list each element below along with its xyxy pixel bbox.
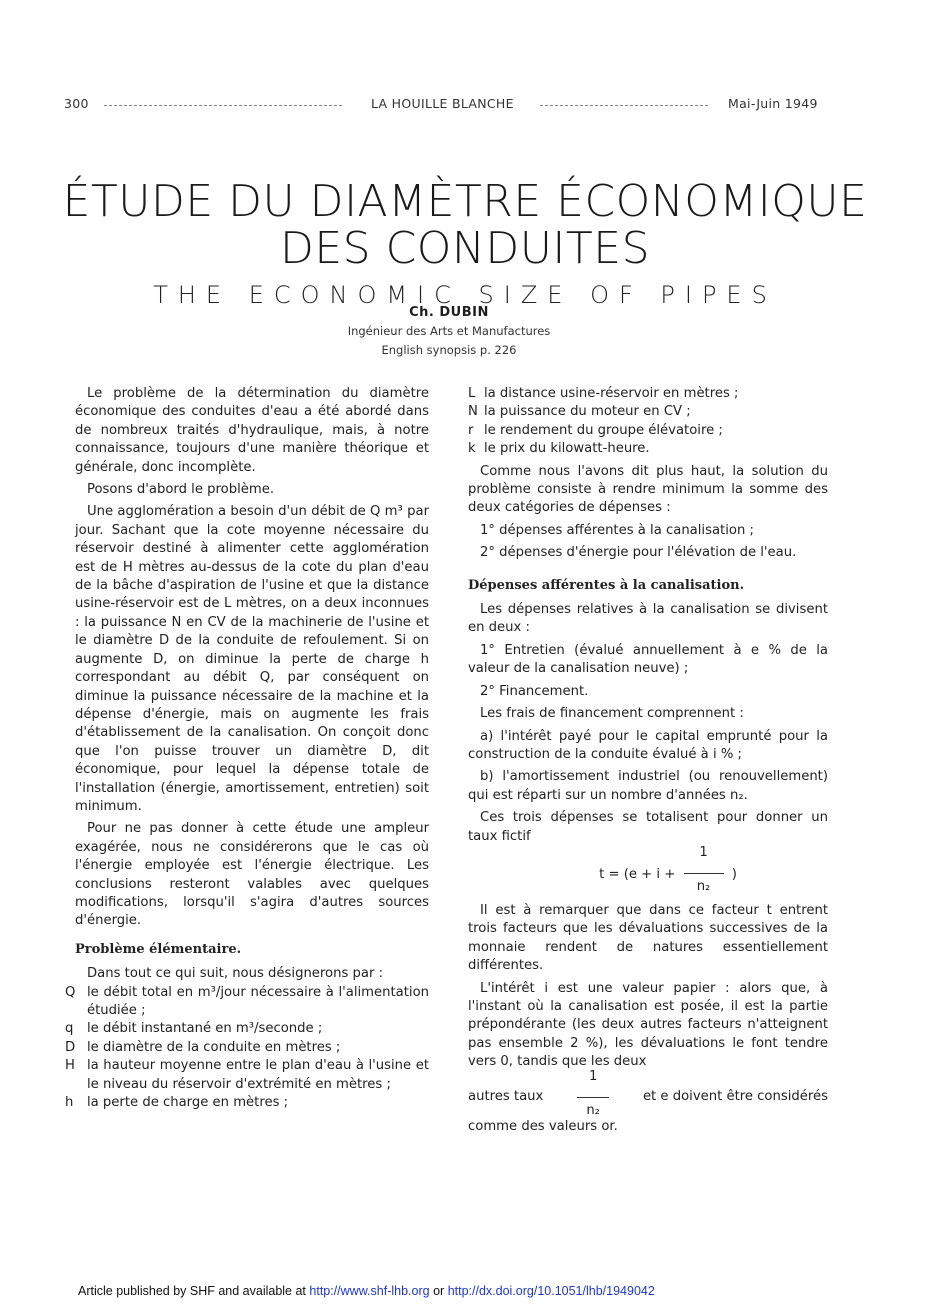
right-column — [468, 385, 828, 1136]
fraction-denominator: n₂ — [696, 878, 711, 894]
footer-text: Article published by SHF and available at — [78, 1284, 306, 1298]
definition-text: le débit total en m³/jour nécessaire à l'alimentation étudiée ; — [87, 984, 429, 1018]
text-fragment: et e doivent être considérés — [642, 1089, 828, 1105]
definition-symbol: r — [468, 422, 474, 438]
formula-fraction — [680, 844, 728, 894]
definition-item — [65, 984, 429, 1021]
section-heading: Problème élémentaire. — [75, 941, 242, 957]
footer-or: or — [433, 1284, 445, 1298]
definition-text: la hauteur moyenne entre le plan d'eau à l'usine et le niveau du réservoir d'extrémité en mètres ; — [87, 1058, 429, 1092]
paragraph: Il est à remarquer que dans ce facteur t entrent trois facteurs que les dévaluations successives de la monnaie rendent de natures essentiellement différentes. — [468, 902, 828, 974]
paragraph: comme des valeurs or. — [468, 1118, 618, 1134]
header-rule-right — [540, 105, 708, 106]
formula-lhs: t = (e + i + — [599, 866, 676, 882]
formula-rhs: ) — [731, 866, 737, 882]
page-number: 300 — [64, 96, 89, 111]
author-name: Ch. DUBIN — [409, 305, 489, 320]
author-affiliation: Ingénieur des Arts et Manufactures — [347, 324, 551, 338]
article-subtitle: THE ECONOMIC SIZE OF PIPES — [153, 281, 777, 309]
paragraph: b) l'amortissement industriel (ou renouvellement) qui est réparti sur un nombre d'années n₂. — [468, 769, 828, 803]
formula — [508, 844, 828, 898]
article-title-line1: ÉTUDE DU DIAMÈTRE ÉCONOMIQUE — [62, 176, 868, 227]
list-item: 1° dépenses afférentes à la canalisation ; — [480, 522, 754, 538]
paragraph: Dans tout ce qui suit, nous désignerons par : — [87, 966, 384, 982]
definition-item — [65, 1039, 429, 1057]
paragraph: Posons d'abord le problème. — [87, 482, 275, 498]
paragraph: Une agglomération a besoin d'un débit de Q m³ par jour. Sachant que la cote moyenne nécessaire du réservoir destiné à alimenter cette agglomération est de H mètres au-dessus de la cote du plan d'eau de la bâche d'aspiration de l'usine et que la distance usine-réservoir est de L mètres, on a deux inconnues : la puissance N en CV de la machinerie de l'usine et le diamètre D de la conduite de refoulement. Si on augmente D, on diminue la perte de charge h correspondant au débit Q, par conséquent on diminue la puissance nécessaire de la machine et la dépense d'énergie, mais on augmente les frais d'établissement de la canalisation. On conçoit donc que l'on puisse trouver un diamètre D, dit économique, pour lequel la dépense totale de l'installation (énergie, amortissement, entretien) soit minimum. — [75, 504, 429, 814]
definition-text: la distance usine-réservoir en mètres ; — [484, 386, 739, 401]
definition-item — [468, 440, 828, 458]
shf-link[interactable]: http://www.shf-lhb.org — [309, 1284, 430, 1298]
definition-text: le prix du kilowatt-heure. — [484, 441, 650, 457]
definition-symbol: k — [468, 441, 476, 457]
article-title-line2: DES CONDUITES — [279, 223, 651, 274]
definition-item — [65, 1020, 429, 1038]
section-heading: Dépenses afférentes à la canalisation. — [468, 577, 745, 593]
synopsis-reference: English synopsis p. 226 — [381, 343, 517, 357]
issue-date: Mai-Juin 1949 — [728, 96, 818, 111]
paragraph: Ces trois dépenses se totalisent pour donner un taux fictif — [468, 810, 828, 844]
paragraph: 2° Financement. — [480, 683, 589, 699]
definition-symbol: D — [65, 1039, 76, 1055]
definition-text: la perte de charge en mètres ; — [87, 1095, 289, 1111]
publication-footer — [78, 1284, 655, 1298]
paragraph: Les frais de financement comprennent : — [480, 706, 744, 722]
fraction-denominator: n₂ — [586, 1102, 600, 1118]
fraction-bar — [684, 873, 724, 874]
definition-text: la puissance du moteur en CV ; — [484, 404, 691, 420]
definition-text: le débit instantané en m³/seconde ; — [87, 1021, 323, 1037]
text-fragment: autres taux — [468, 1089, 544, 1105]
fraction-bar — [577, 1097, 609, 1098]
paragraph: L'intérêt i est une valeur papier : alors que, à l'instant où la canalisation est posée, il est la partie prépondérante (les deux autres facteurs n'atteignent pas ensemble 2 %), les dévaluations le font tendre vers 0, tandis que les deux — [468, 980, 828, 1070]
list-item: 2° dépenses d'énergie pour l'élévation de l'eau. — [480, 545, 797, 561]
journal-name: LA HOUILLE BLANCHE — [371, 96, 514, 111]
paragraph: a) l'intérêt payé pour le capital emprunté pour la construction de la conduite évalué à i % ; — [468, 728, 828, 762]
definition-symbol: q — [65, 1021, 74, 1037]
left-column — [65, 385, 429, 1112]
paragraph: Pour ne pas donner à cette étude une ampleur exagérée, nous ne considérerons que le cas où l'énergie employée est l'énergie électrique. Les conclusions resteront valables avec quelques modifications, lorsqu'il s'agira d'autres sources d'énergie. — [75, 821, 429, 929]
header-rule-left — [104, 105, 342, 106]
definition-symbol: H — [65, 1058, 75, 1074]
inline-fraction-line — [468, 1068, 828, 1118]
paragraph: Les dépenses relatives à la canalisation se divisent en deux : — [468, 602, 828, 636]
fraction-numerator: 1 — [699, 844, 708, 860]
doi-link[interactable]: http://dx.doi.org/10.1051/lhb/1949042 — [447, 1284, 655, 1298]
definition-symbol: L — [468, 386, 476, 401]
definition-symbol: Q — [65, 984, 76, 1000]
definition-item — [468, 385, 828, 403]
definition-item — [65, 1094, 429, 1112]
definition-item — [468, 403, 828, 421]
definition-text: le diamètre de la conduite en mètres ; — [87, 1039, 341, 1055]
definition-symbol: h — [65, 1095, 74, 1111]
inline-fraction — [573, 1068, 613, 1118]
definition-text: le rendement du groupe élévatoire ; — [484, 422, 723, 438]
definition-symbol: N — [468, 404, 478, 420]
fraction-numerator: 1 — [588, 1068, 598, 1084]
definition-item — [468, 422, 828, 440]
paragraph: 1° Entretien (évalué annuellement à e % de la valeur de la canalisation neuve) ; — [468, 642, 828, 677]
definition-item — [65, 1057, 429, 1094]
paragraph: Comme nous l'avons dit plus haut, la solution du problème consiste à rendre minimum la somme des deux catégories de dépenses : — [468, 463, 828, 516]
paragraph: Le problème de la détermination du diamètre économique des conduites d'eau a été abordé dans de nombreux traités d'hydraulique, mais, à notre connaissance, toujours d'une manière théorique et générale, donc incomplète. — [75, 386, 429, 475]
